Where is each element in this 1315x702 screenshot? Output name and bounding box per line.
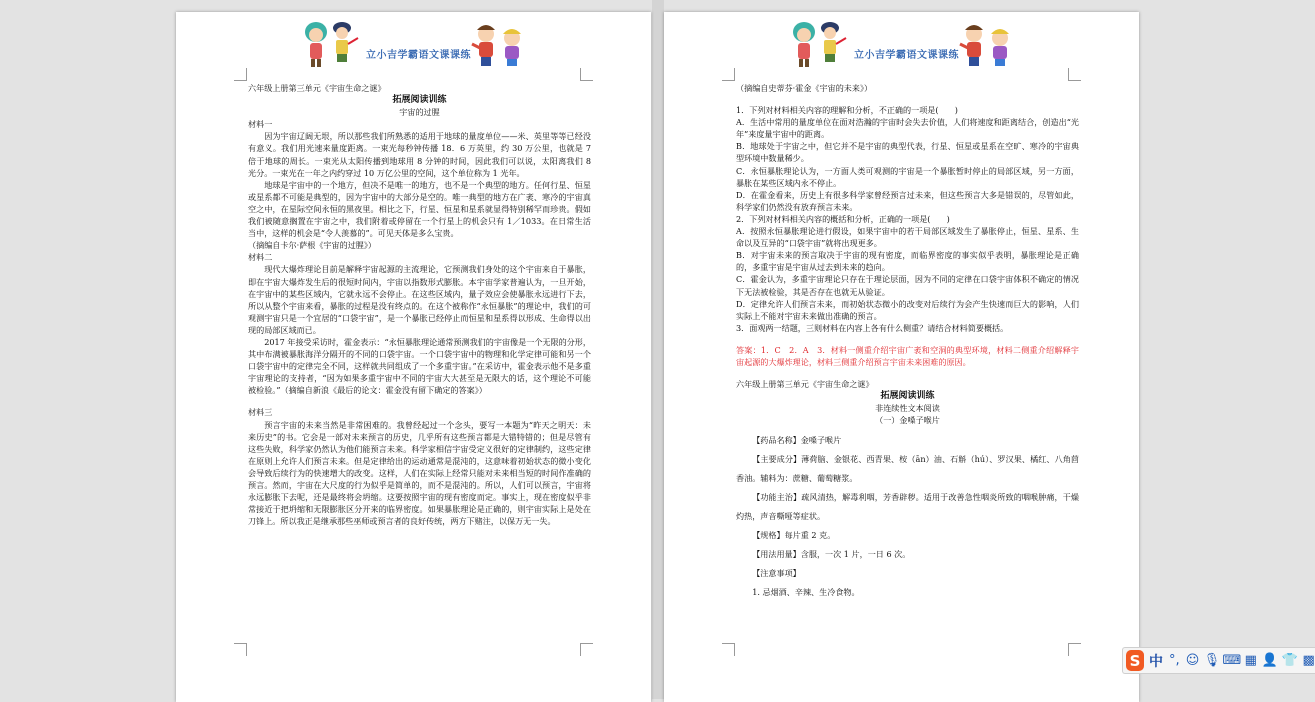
option: C．永恒暴胀理论认为，一方面人类可观测的宇宙是一个暴胀暂时停止的局部区域，另一方面，暴胀在某些区域内永不停止。 bbox=[736, 165, 1079, 188]
ime-toolbar[interactable] bbox=[1122, 647, 1315, 674]
cartoon-kids-right-icon bbox=[468, 18, 530, 68]
answer-key: 答案：1．C 2．A 3．材料一侧重介绍宇宙广袤和空洞的典型环境，材料二侧重介绍解释宇宙起源的大爆炸理论，材料三侧重介绍预言宇宙未来困难的原因。 bbox=[736, 344, 1079, 367]
menu-grid-icon[interactable]: ▩ bbox=[1302, 653, 1315, 668]
voice-icon[interactable]: 🎙 bbox=[1203, 653, 1221, 668]
document-page-2[interactable] bbox=[664, 12, 1139, 702]
option: B．地球处于宇宙之中，但它并不是宇宙的典型代表，行星、恒星或星系在空旷、寒冷的宇宙典型环境中数量稀少。 bbox=[736, 141, 1079, 164]
skin-icon[interactable]: 👕 bbox=[1281, 653, 1298, 668]
material-label: 材料二 bbox=[248, 252, 273, 263]
paragraph: 现代大爆炸理论目前是解释宇宙起源的主流理论，它预测我们身处的这个宇宙来自于暴胀，即在宇宙大爆炸发生后的很短时间内，宇宙以指数形式膨胀。本宇宙学家普遍认为，一旦开始，在宇宙中的某些区域内，它就永远不会停止。在这些区域内，量子效应会使暴胀永远进行下去，所以从整个宇宙来看，暴胀的过程是没有终点的。在这个被称作“永恒暴胀”的理论中，我们的可观测宇宙只是一个宜居的“口袋宇宙”，是一个暴胀已经停止而恒星和星系得以形成、生命得以出现的局部区域而已。 bbox=[248, 264, 591, 335]
paragraph: 2017 年接受采访时，霍金表示：“永恒暴胀理论通常预测我们的宇宙像是一个无限的分形，其中布满被暴胀海洋分隔开的不同的口袋宇宙。一个口袋宇宙中的物理和化学定律可能和另一个口袋宇宙中的定律完全不同，这样就共同组成了一个多重宇宙。”在采访中，霍金表示他不是多重宇宙理论的支持者，“因为如果多重宇宙中不同的宇宙大大甚至是无限大的话，这个理论不可能被检验。”（摘编自新浪《最后的论文：霍金没有留下确定的答案》） bbox=[248, 336, 591, 396]
option: A．生活中常用的量度单位在面对浩瀚的宇宙时会失去价值，人们将速度和距离结合，创造出“光年”来度量宇宙中的距离。 bbox=[736, 117, 1079, 140]
crop-mark bbox=[580, 68, 593, 81]
section-subtitle: 非连续性文本阅读 bbox=[875, 403, 940, 414]
option: C．霍金认为，多重宇宙理论只存在于理论层面，因为不同的定律在口袋宇宙体积不确定的情况下无法被检验，其是否存在也就无从验证。 bbox=[736, 274, 1079, 297]
option: D．定律允许人们预言未来，而初始状态微小的改变对后续行为会产生快速而巨大的影响，人们实际上不能对宇宙未来做出准确的预言。 bbox=[736, 298, 1079, 321]
crop-mark bbox=[722, 643, 735, 656]
option: D．在霍金看来，历史上有很多科学家曾经预言过未来，但这些预言大多是错误的，尽管如此，科学家们仍然没有放弃预言未来。 bbox=[736, 189, 1079, 212]
cartoon-kids-right-icon bbox=[956, 18, 1018, 68]
article-title: 宇宙的过腥 bbox=[399, 107, 440, 118]
leaflet-line: 【注意事项】 bbox=[752, 568, 801, 579]
leaflet-line: 【功能主治】疏风清热，解毒利咽，芳香辟秽。适用于改善急性咽炎所致的咽喉肿痛，干燥灼热，声音嘶哑等症状。 bbox=[736, 492, 1079, 522]
user-icon[interactable]: 👤 bbox=[1261, 653, 1278, 668]
leaflet-line: 1. 忌烟酒、辛辣、生冷食物。 bbox=[752, 587, 860, 598]
source-note: （摘编自卡尔·萨根《宇宙的过腥》） bbox=[248, 240, 377, 251]
unit-heading: 六年级上册第三单元《宇宙生命之谜》 bbox=[248, 83, 386, 93]
option: A．按照永恒暴胀理论进行假设，如果宇宙中的若干局部区域发生了暴胀停止，恒星、星系、生命以及互异的“口袋宇宙”就将出现更多。 bbox=[736, 226, 1079, 249]
page-1-content bbox=[248, 82, 591, 527]
paragraph: 地球是宇宙中的一个地方，但决不是唯一的地方，也不是一个典型的地方。任何行星、恒星或星系都不可能是典型的，因为宇宙中的大部分是空的。唯一典型的地方在广袤、寒冷的宇宙真空之中，在星际空间永恒的黑夜里。相比之下，行星、恒星和星系就显得特别稀罕而珍贵。假如我们被随意搁置在宇宙之中，我们附着或停留在一个行星上的机会只有 1／1033。在日常生活当中，这样的机会是“令人羡慕的”。可见天体是多么宝贵。 bbox=[248, 179, 591, 239]
leaflet-line: 【规格】每片重 2 克。 bbox=[752, 530, 836, 541]
leaflet-line: 【药品名称】金嗓子喉片 bbox=[752, 435, 842, 446]
crop-mark bbox=[234, 68, 247, 81]
crop-mark bbox=[580, 643, 593, 656]
question: 2．下列对材料相关内容的概括和分析，正确的一项是( ) bbox=[736, 213, 950, 224]
page-gap bbox=[652, 0, 664, 699]
header-title: 立小吉学霸语文课课练 bbox=[854, 50, 959, 61]
crop-mark bbox=[722, 68, 735, 81]
material-label: 材料一 bbox=[248, 119, 273, 130]
leaflet-line: 【主要成分】薄荷脑、金银花、西青果、桉（ān）油、石斛（hú）、罗汉果、橘红、八角茴香油。辅料为：蔗糖、葡萄糖浆。 bbox=[736, 454, 1079, 484]
article-title: （一）金嗓子喉片 bbox=[875, 415, 940, 426]
toolbox-icon[interactable]: ▦ bbox=[1244, 653, 1257, 668]
page-header bbox=[176, 16, 651, 68]
emoji-icon[interactable]: ☺ bbox=[1185, 653, 1200, 668]
header-title: 立小吉学霸语文课课练 bbox=[366, 50, 471, 61]
unit-heading: 六年级上册第三单元《宇宙生命之谜》 bbox=[736, 379, 874, 390]
crop-mark bbox=[234, 643, 247, 656]
source-note: （摘编自史蒂芬·霍金《宇宙的未来》） bbox=[736, 83, 873, 93]
sogou-logo-icon[interactable]: S bbox=[1126, 650, 1144, 671]
material-label: 材料三 bbox=[248, 407, 273, 418]
ime-language-toggle[interactable]: 中 bbox=[1148, 653, 1163, 670]
leaflet-line: 【用法用量】含服，一次 1 片，一日 6 次。 bbox=[752, 549, 911, 560]
option: B．对宇宙未来的预言取决于宇宙的现有密度，而临界密度的事实似乎表明，暴胀理论是正确的，多重宇宙是宇宙从过去到未来的趋向。 bbox=[736, 250, 1079, 273]
document-page-1[interactable] bbox=[176, 12, 651, 702]
paragraph: 因为宇宙辽阔无垠，所以那些我们所熟悉的适用于地球的量度单位——米、英里等等已经没有意义。我们用光速来量度距离。一束光每秒钟传播 18．6 万英里，约 30 万公里，也就是 7 倍于地球的周长。一束光从太阳传播到地球用 8 分钟的时间，因此我们可以说，太阳离我们 8 光分。一束光在一年之内约穿过 10 万亿公里的空间，这个单位称为 1 光年。 bbox=[248, 131, 591, 178]
paragraph: 预言宇宙的未来当然是非常困难的。我曾经起过一个念头，要写一本题为“昨天之明天：未来历史”的书。它会是一部对未来预言的历史，几乎所有这些预言都是大错特错的；但是尽管有这些失败，科学家仍然认为他们能预言未来。科学家相信宇宙受定义很好的定律制约，这些定律在原则上允许人们预言未来。但是定律给出的运动通常是混沌的，这意味着初始状态的微小变化会导致后续行为的快速增大的改变。这样，人们在实际上经常只能对未来相当短的时间作准确的预言。然而，宇宙在大尺度的行为似乎是简单的，而不是混沌的。所以，人们可以预言，宇宙将永远膨胀下去呢，还是最终将会坍缩。这要按照宇宙的现有密度而定。事实上，现在密度似乎非常接近于把坍缩和无限膨胀区分开来的临界密度。如果暴胀理论是正确的，则宇宙实际上是处在刀锋上。所以我正是继承那些巫师或预言者的良好传统，两方下赌注，以保万无一失。 bbox=[248, 419, 591, 527]
page-2-content bbox=[736, 82, 1079, 602]
question: 1．下列对材料相关内容的理解和分析，不正确的一项是( ) bbox=[736, 105, 958, 116]
section-title: 拓展阅读训练 bbox=[880, 391, 935, 402]
crop-mark bbox=[1068, 643, 1081, 656]
cartoon-kids-left-icon bbox=[788, 18, 850, 68]
section-title: 拓展阅读训练 bbox=[392, 95, 447, 106]
cartoon-kids-left-icon bbox=[300, 18, 362, 68]
crop-mark bbox=[1068, 68, 1081, 81]
question: 3．面观两一结题，三则材料在内容上各有什么侧重？请结合材料简要概括。 bbox=[736, 322, 1009, 333]
keyboard-icon[interactable]: ⌨ bbox=[1222, 653, 1242, 668]
punctuation-icon[interactable]: °, bbox=[1169, 653, 1180, 668]
page-header bbox=[664, 16, 1139, 68]
